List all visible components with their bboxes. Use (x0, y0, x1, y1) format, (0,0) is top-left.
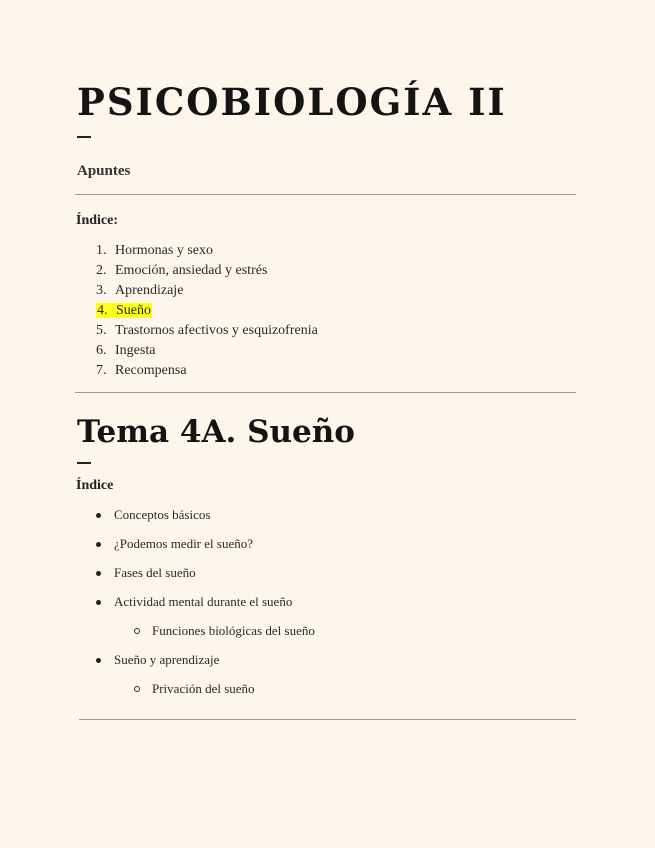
bullet-icon (96, 571, 101, 576)
highlight-mark: 4. Sueño (97, 303, 151, 318)
index-list (96, 241, 318, 381)
index-item-label: Recompensa (115, 363, 187, 378)
document-subtitle: Apuntes (77, 163, 131, 179)
list-item: Sueño y aprendizaje (96, 650, 315, 679)
section-index-list (96, 505, 315, 708)
bullet-icon (96, 600, 101, 605)
index-item: 6. Ingesta (96, 343, 156, 358)
hollow-bullet-icon (134, 686, 140, 692)
list-item: Conceptos básicos (96, 505, 315, 534)
list-subitem: Privación del sueño (96, 679, 315, 708)
divider (79, 719, 576, 720)
bullet-icon (96, 513, 101, 518)
bullet-icon (96, 542, 101, 547)
index-item-label: Hormonas y sexo (115, 243, 213, 258)
divider (75, 392, 576, 393)
bullet-icon (96, 658, 101, 663)
index-item-label: Ingesta (115, 343, 156, 358)
index-item: 7. Recompensa (96, 363, 187, 378)
index-item-label: Sueño (116, 303, 151, 318)
section-title: Tema 4A. Sueño (77, 414, 355, 450)
hollow-bullet-icon (134, 628, 140, 634)
section-title-dash (77, 462, 91, 464)
index-item-label: Aprendizaje (115, 283, 184, 298)
document-title: PSICOBIOLOGÍA II (77, 80, 507, 124)
title-dash (77, 136, 91, 138)
index-label: Índice: (76, 213, 118, 228)
section-index-label: Índice (76, 478, 114, 493)
list-item: Actividad mental durante el sueño (96, 592, 315, 621)
divider (75, 194, 576, 195)
list-item: Fases del sueño (96, 563, 315, 592)
index-item: 2. Emoción, ansiedad y estrés (96, 263, 268, 278)
index-item-label: Trastornos afectivos y esquizofrenia (115, 323, 318, 338)
list-item: ¿Podemos medir el sueño? (96, 534, 315, 563)
index-item-highlighted (96, 301, 318, 321)
index-item: 1. Hormonas y sexo (96, 243, 213, 258)
index-item-label: Emoción, ansiedad y estrés (115, 263, 268, 278)
index-item: 5. Trastornos afectivos y esquizofrenia (96, 323, 318, 338)
list-subitem: Funciones biológicas del sueño (96, 621, 315, 650)
index-item: 3. Aprendizaje (96, 283, 184, 298)
